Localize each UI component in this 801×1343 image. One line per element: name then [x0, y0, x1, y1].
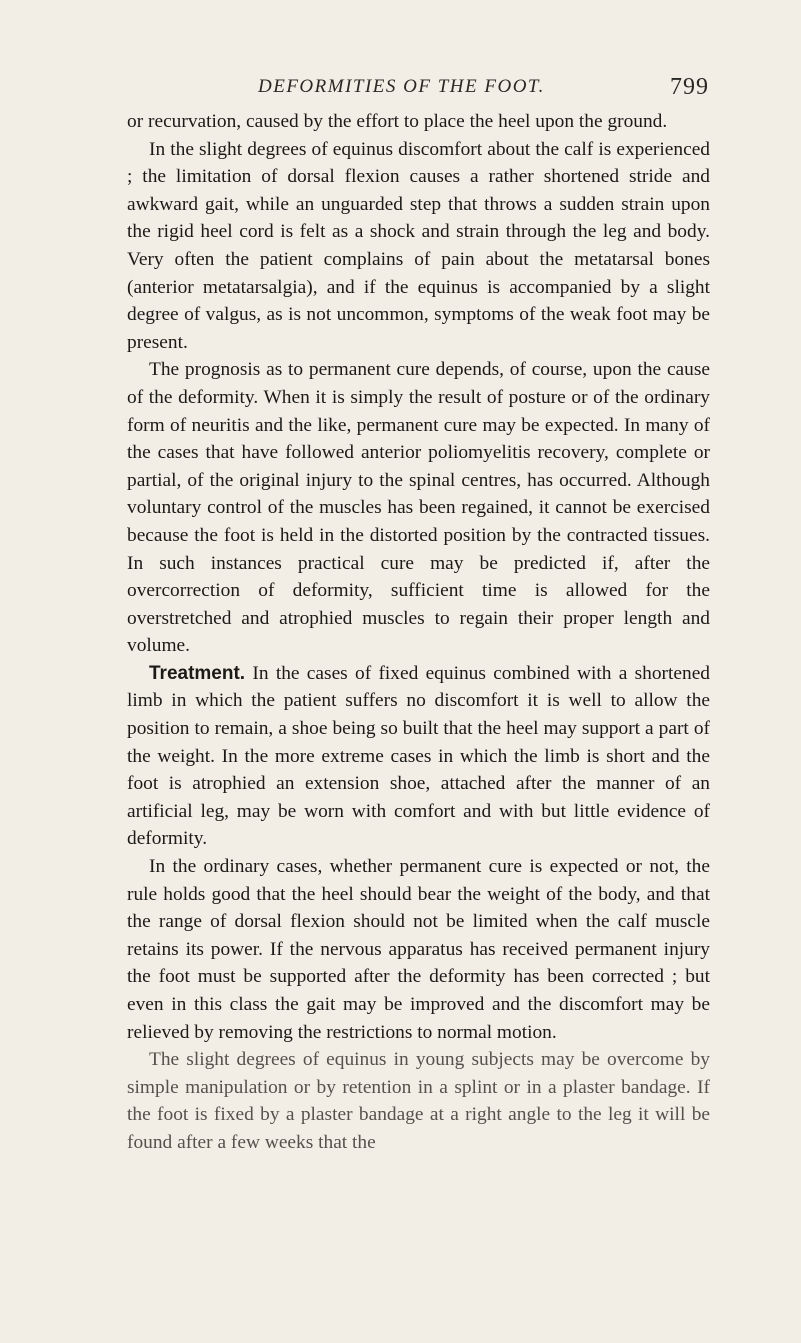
treatment-text: In the cases of fixed equinus combined with a shortened limb in which the patient suffers no discomfort it is well to allow the position to remain, a shoe being so built that the heel may support a part of the weight. In the more extreme cases in which the limb is short and the foot is atrophied an extension shoe, attached after the manner of an artificial leg, may be worn with comfort and with but little evidence of deformity. [127, 662, 710, 850]
paragraph-continued: or recurvation, caused by the effort to place the heel upon the ground. [127, 111, 668, 132]
paragraph-ordinary-cases: In the ordinary cases, whether permanent cure is expected or not, the rule holds good that the heel should bear the weight of the body, and that the range of dorsal flexion should not be limited when the calf muscle retains its power. If the nervous apparatus has received permanent injury the foot must be supported after the deformity has been corrected ; but even in this class the gait may be improved and the discomfort may be relieved by removing the restrictions to normal motion. [127, 856, 710, 1043]
paragraph-treatment [127, 660, 710, 853]
body-text [127, 108, 710, 1157]
paragraph-slight-degrees: The slight degrees of equinus in young subjects may be overcome by simple manipulation or by retention in a splint or in a plaster bandage. If the foot is fixed by a plaster bandage at a right angle to the leg it will be found after a few weeks that the [127, 1049, 710, 1153]
running-head [0, 76, 801, 106]
paragraph-symptoms: In the slight degrees of equinus discomfort about the calf is experienced ; the limitation of dorsal flexion causes a rather shortened stride and awkward gait, while an unguarded step that throws a sudden strain upon the rigid heel cord is felt as a shock and strain through the leg and body. Very often the patient complains of pain about the metatarsal bones (anterior metatarsalgia), and if the equinus is accompanied by a slight degree of valgus, as is not uncommon, symptoms of the weak foot may be present. [127, 138, 710, 353]
treatment-heading: Treatment. [149, 662, 246, 684]
paragraph-prognosis: The prognosis as to permanent cure depends, of course, upon the cause of the deformity. When it is simply the result of posture or of the ordinary form of neuritis and the like, permanent cure may be expected. In many of the cases that have followed anterior poliomyelitis recovery, complete or partial, of the original injury to the spinal centres, has occurred. Although voluntary control of the muscles has been regained, it cannot be exercised because the foot is held in the distorted position by the contracted tissues. In such instances practical cure may be predicted if, after the overcorrection of deformity, sufficient time is allowed for the overstretched and atrophied muscles to regain their proper length and volume. [127, 359, 710, 657]
running-title: DEFORMITIES OF THE FOOT. [258, 76, 545, 97]
page-number: 799 [670, 74, 709, 100]
